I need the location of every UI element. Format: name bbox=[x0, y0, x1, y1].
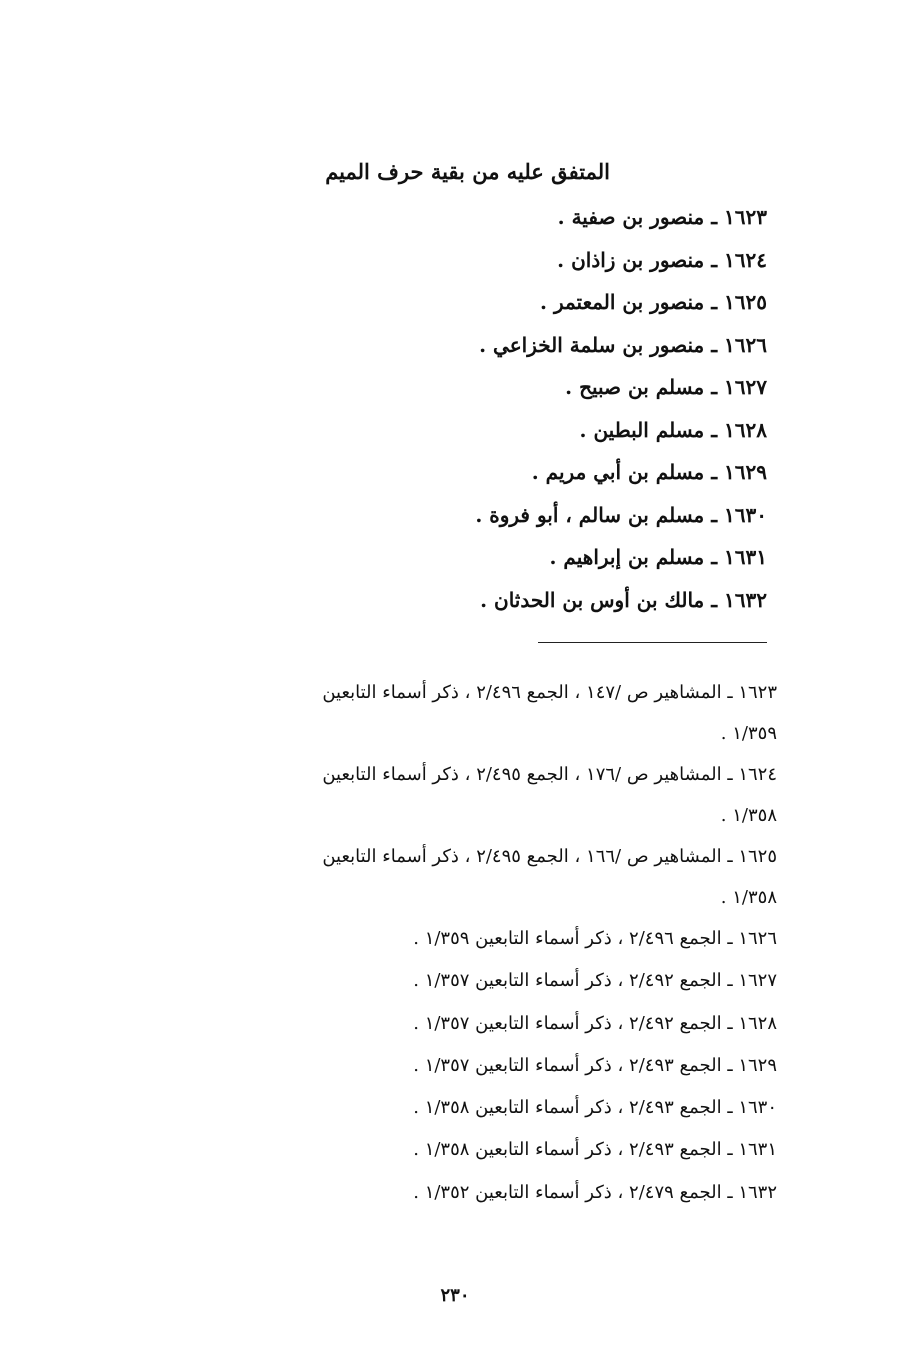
footnote-item: ١٦٣٠ ـ الجمع ٢/٤٩٣ ، ذكر أسماء التابعين ١/٣٥٨ . bbox=[413, 1097, 777, 1119]
entry-item: ١٦٢٥ ـ منصور بن المعتمر . bbox=[540, 290, 767, 314]
footnote-item: ١٦٢٨ ـ الجمع ٢/٤٩٢ ، ذكر أسماء التابعين ١/٣٥٧ . bbox=[413, 1012, 777, 1034]
footnote-item: ١٦٣١ ـ الجمع ٢/٤٩٣ ، ذكر أسماء التابعين ١/٣٥٨ . bbox=[413, 1139, 777, 1161]
footnote-list-short bbox=[87, 918, 777, 1214]
footnote-line: ١٦٢٣ ـ المشاهير ص /١٤٧ ، الجمع ٢/٤٩٦ ، ذكر أسماء التابعين bbox=[322, 682, 777, 703]
entry-item: ١٦٢٤ ـ منصور بن زاذان . bbox=[557, 247, 767, 272]
footnote-item: ١٦٢٧ ـ الجمع ٢/٤٩٢ ، ذكر أسماء التابعين ١/٣٥٧ . bbox=[413, 970, 777, 992]
footnote-item bbox=[87, 754, 777, 836]
page-number: ٢٣٠ bbox=[440, 1285, 470, 1306]
footnote-divider bbox=[538, 642, 767, 643]
footnote-line: ١٦٢٥ ـ المشاهير ص /١٦٦ ، الجمع ٢/٤٩٥ ، ذكر أسماء التابعين bbox=[322, 846, 777, 867]
footnote-line: ١٦٢٤ ـ المشاهير ص /١٧٦ ، الجمع ٢/٤٩٥ ، ذكر أسماء التابعين bbox=[322, 764, 777, 785]
footnote-list-long bbox=[87, 672, 777, 918]
entry-list bbox=[207, 196, 767, 621]
footnote-item bbox=[87, 836, 777, 918]
footnote-item bbox=[87, 672, 777, 754]
entry-item: ١٦٢٧ ـ مسلم بن صبيح . bbox=[565, 375, 767, 399]
section-title: المتفق عليه من بقية حرف الميم bbox=[325, 159, 610, 184]
footnote-line: ١/٣٥٨ . bbox=[720, 805, 777, 826]
footnote-item: ١٦٣٢ ـ الجمع ٢/٤٧٩ ، ذكر أسماء التابعين ١/٣٥٢ . bbox=[413, 1181, 777, 1203]
footnote-item: ١٦٢٩ ـ الجمع ٢/٤٩٣ ، ذكر أسماء التابعين ١/٣٥٧ . bbox=[413, 1054, 777, 1076]
entry-item: ١٦٢٩ ـ مسلم بن أبي مريم . bbox=[531, 460, 767, 484]
entry-item: ١٦٣٢ ـ مالك بن أوس بن الحدثان . bbox=[480, 587, 767, 612]
footnote-item: ١٦٢٦ ـ الجمع ٢/٤٩٦ ، ذكر أسماء التابعين ١/٣٥٩ . bbox=[413, 928, 777, 949]
entry-item: ١٦٣١ ـ مسلم بن إبراهيم . bbox=[549, 545, 767, 569]
entry-item: ١٦٢٣ ـ منصور بن صفية . bbox=[557, 205, 767, 229]
entry-item: ١٦٢٦ ـ منصور بن سلمة الخزاعي . bbox=[479, 332, 767, 357]
footnote-line: ١/٣٥٩ . bbox=[720, 723, 777, 744]
entry-item: ١٦٢٨ ـ مسلم البطين . bbox=[579, 417, 767, 442]
footnote-line: ١/٣٥٨ . bbox=[720, 887, 777, 908]
entry-item: ١٦٣٠ ـ مسلم بن سالم ، أبو فروة . bbox=[475, 502, 767, 527]
